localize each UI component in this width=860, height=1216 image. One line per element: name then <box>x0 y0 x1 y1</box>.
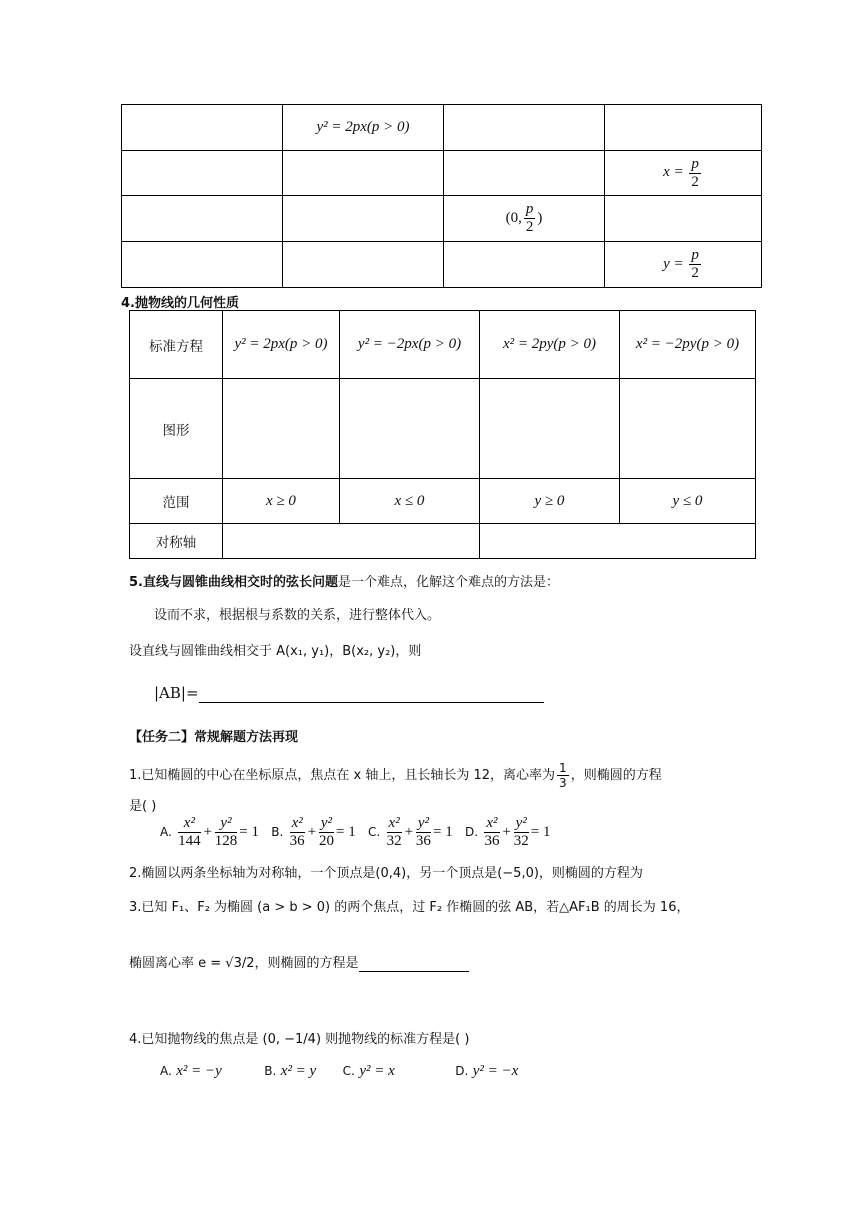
axis-cell <box>223 524 480 559</box>
eq-cell <box>480 311 620 379</box>
q1-option-a[interactable]: A. $\frac{\text{x²}}{144}$ + $\frac{\text{y²}}{128}$ = 1 <box>160 815 259 849</box>
table1-cell <box>444 196 605 242</box>
q4-option-b-label: B. <box>264 1064 277 1078</box>
eq-2: y² = −2px(p > 0) <box>357 336 462 352</box>
table1-cell <box>444 105 605 151</box>
q4-option-c-label: C. <box>342 1064 355 1078</box>
ab-label: |AB|= <box>154 684 199 702</box>
q1-text-a: 1.已知椭圆的中心在坐标原点，焦点在 x 轴上，且长轴长为 12，离心率为 <box>129 768 556 783</box>
focus-point: (0, $\frac{p}{2}$ ) <box>505 201 543 235</box>
range-2: x ≤ 0 <box>394 492 425 509</box>
section5-title <box>129 571 559 590</box>
eq-1: y² = 2px(p > 0) <box>234 336 328 352</box>
graph-cell <box>480 379 620 479</box>
q4-option-d[interactable]: y² = −x <box>472 1063 519 1079</box>
section5-title-rest: 是一个难点，化解这个难点的方法是： <box>337 575 559 590</box>
q4-option-b[interactable]: x² = y <box>280 1063 317 1079</box>
row-label-graph: 图形 <box>130 379 223 479</box>
q3-text-a: 3.已知 F₁、F₂ 为椭圆 (a > b > 0) 的两个焦点，过 F₂ 作椭圆的弦 AB，若△AF₁B 的周长为 16， <box>129 900 690 915</box>
eq-3: x² = 2py(p > 0) <box>502 336 597 352</box>
section4-title: 4.抛物线的几何性质 <box>121 296 239 311</box>
table1-cell <box>605 151 762 196</box>
table1-cell <box>283 196 444 242</box>
q1-frac: $\frac{1}{3}$ <box>559 761 567 790</box>
q1-options <box>160 815 559 850</box>
q2-text: 2.椭圆以两条坐标轴为对称轴，一个顶点是(0,4)，另一个顶点是(−5,0)，则椭圆的方程为 <box>129 866 643 881</box>
table1-cell <box>283 105 444 151</box>
task2-title: 【任务二】常规解题方法再现 <box>129 730 299 745</box>
directrix-y: y = $\frac{p}{2}$ <box>663 247 699 281</box>
q3-blank <box>359 956 469 972</box>
table-focus-directrix <box>121 104 762 288</box>
q4-option-d-label: D. <box>455 1064 469 1078</box>
q4-options <box>160 1063 518 1080</box>
q4-option-a-label: A. <box>160 1064 172 1078</box>
table1-cell <box>605 196 762 242</box>
range-cell <box>340 479 480 524</box>
ab-length-line <box>154 684 544 703</box>
eq-4: x² = −2py(p > 0) <box>635 336 740 352</box>
graph-cell <box>620 379 756 479</box>
axis-cell <box>480 524 756 559</box>
row-label-equation: 标准方程 <box>130 311 223 379</box>
directrix-x: x = $\frac{p}{2}$ <box>663 155 699 190</box>
table1-cell <box>283 242 444 288</box>
table1-cell <box>122 242 283 288</box>
table-parabola-properties <box>129 310 756 559</box>
q1-option-b[interactable]: B. $\frac{\text{x²}}{36}$ + $\frac{\text{y²}}{20}$ = 1 <box>271 815 356 849</box>
range-3: y ≥ 0 <box>534 492 565 509</box>
graph-cell <box>223 379 340 479</box>
q4-option-c[interactable]: y² = x <box>359 1063 395 1079</box>
section5-title-bold: 5.直线与圆锥曲线相交时的弦长问题 <box>129 575 338 590</box>
q1-option-d[interactable]: D. $\frac{\text{x²}}{36}$ + $\frac{\text{y²}}{32}$ = 1 <box>465 815 551 849</box>
table1-eq: y² = 2px(p > 0) <box>316 119 410 135</box>
eq-cell <box>620 311 756 379</box>
section5-setup: 设直线与圆锥曲线相交于 A(x₁, y₁)，B(x₂, y₂)，则 <box>129 644 422 659</box>
q1-text-b: ，则椭圆的方程 <box>570 768 662 783</box>
section5-method: 设而不求，根据根与系数的关系，进行整体代入。 <box>154 608 441 623</box>
range-4: y ≤ 0 <box>672 492 703 509</box>
table1-cell <box>122 151 283 196</box>
q1-text-c: 是( ) <box>129 799 157 814</box>
range-cell <box>223 479 340 524</box>
table1-cell <box>122 196 283 242</box>
range-cell <box>480 479 620 524</box>
graph-cell <box>340 379 480 479</box>
table1-cell <box>283 151 444 196</box>
q3-text-b-label: 椭圆离心率 e = √3/2，则椭圆的方程是 <box>129 956 359 971</box>
q1-option-c[interactable]: C. $\frac{\text{x²}}{32}$ + $\frac{\text{y²}}{36}$ = 1 <box>368 815 453 849</box>
eq-cell <box>223 311 340 379</box>
q3-text-b <box>129 952 469 972</box>
row-label-axis: 对称轴 <box>130 524 223 559</box>
ab-blank <box>199 684 544 703</box>
range-1: x ≥ 0 <box>266 492 296 509</box>
q4-option-a[interactable]: x² = −y <box>176 1063 222 1079</box>
table1-cell <box>122 105 283 151</box>
row-label-range: 范围 <box>130 479 223 524</box>
table1-cell <box>444 151 605 196</box>
table1-cell <box>444 242 605 288</box>
q1-text <box>129 761 662 790</box>
range-cell <box>620 479 756 524</box>
eq-cell <box>340 311 480 379</box>
table1-cell <box>605 242 762 288</box>
q4-text: 4.已知抛物线的焦点是 (0, −1/4) 则抛物线的标准方程是( ) <box>129 1032 470 1047</box>
table1-cell <box>605 105 762 151</box>
